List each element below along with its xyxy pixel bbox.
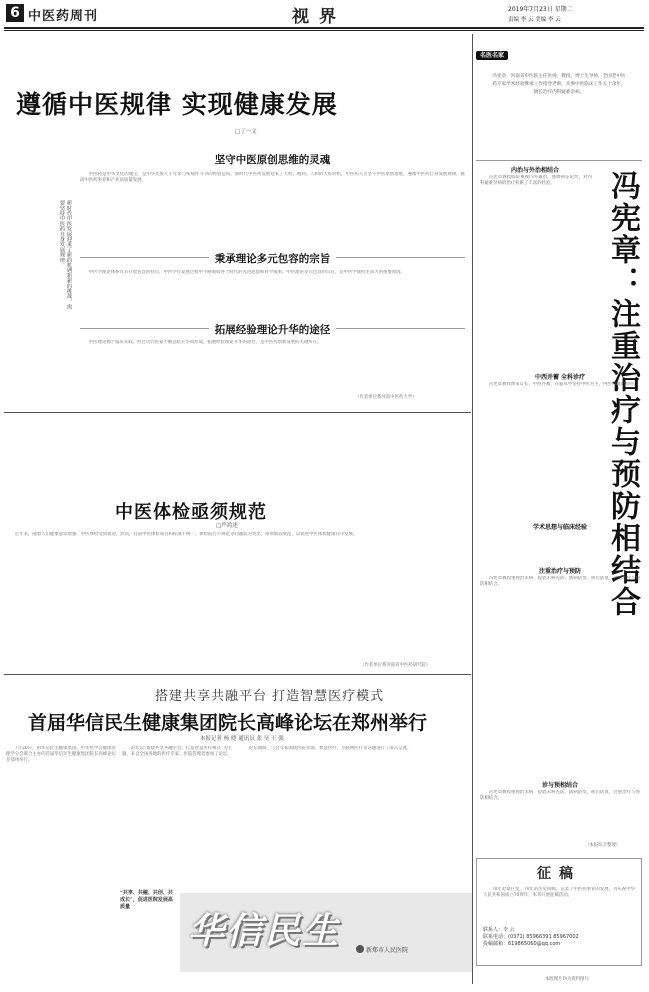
editor-credits: 责编 李 云 美编 李 云: [508, 17, 561, 23]
pull-quote: 新时代中医发展迎来了新的机遇和新的挑战，需要坚持中医药自身发展规律。: [59, 200, 72, 310]
profile-tag: 名医名家: [476, 51, 508, 60]
profile-intro: 冯宪章，河南省中医院主任医师，教授，博士生导师，全国老中医药专家学术经验继承工作指导老师，从事中医临床工作五十余年，擅长治疗内科疑难杂病。: [492, 74, 626, 95]
call-contact: [483, 927, 635, 948]
lead-body-c: 中医理论源于临床实践，经过历代医家不断总结升华而形成。拓展经验理论升华的途径，是中医药创新发展的关键所在。: [88, 340, 322, 345]
profile-body-c: 冯宪章教授重视治未病，提倡未病先防、既病防变、瘥后防复，注重治疗与预防相结合。: [480, 576, 640, 588]
hospital-logo-icon: [356, 945, 364, 953]
profile-sub-2: 中西并蓄 全科诊疗: [534, 374, 586, 381]
column-divider: [472, 34, 473, 984]
lead-article-byline: □丁一文: [235, 129, 257, 135]
banner-slogan: 华信民生: [188, 911, 341, 952]
profile-body-a: 冯宪章教授临证重视内外兼治，强调辨证论治，对内科疑难杂病的治疗积累了丰富的经验。: [480, 175, 592, 187]
section-divider: [4, 412, 471, 413]
profile-box: [476, 42, 642, 157]
profile-headline: 冯宪章：注重治疗与预防相结合: [605, 170, 640, 618]
profile-sub-3: 学术思想与临床经验: [532, 524, 587, 531]
profile-body-b: 冯宪章教授博采众长，中西并蓄，在临床中坚持中医为主、西医为辅的原则。: [488, 382, 639, 387]
profile-source-note: （本报综合整理）: [585, 843, 621, 848]
call-for-submissions: [476, 858, 642, 966]
lead-body-a: 中医药是中华文化的瑰宝，是中华民族几千年来与疾病作斗争的经验总结。新时代中医药发展迎来了天时、地利、人和的大好时机，中医药人应坚守中医原创思维，遵循中医药自身发展规律，推动中医药事业和产业高质量发展。: [80, 172, 465, 184]
ad-byline: 本报记者 杨 晓 通讯员 张 昊 王 强: [200, 736, 284, 742]
second-author-note: （作者单位系河南省中医药研究院）: [360, 663, 431, 668]
second-article-body: 近年来，随着人们健康意识增强，中医体检受到欢迎。然而，目前中医体检项目和标准不统一，体检报告不规范等问题较为突出，亟须加以规范，以促进中医体检健康有序发展。: [14, 532, 358, 537]
section-title: 视界: [292, 7, 346, 27]
ad-subhead: “共享、共融、共创、共成长”，促进医院发展高质量: [120, 890, 173, 910]
second-article-byline: □严鸿述: [216, 523, 238, 529]
lead-author-note: （作者单位系河南中医药大学）: [355, 395, 417, 400]
image-credit-note: 本版图片均为资料图片: [545, 977, 589, 982]
second-article-title: 中医体检亟须规范: [115, 502, 267, 523]
lead-subhead-3: 拓展经验理论升华的途径: [80, 322, 465, 337]
section-divider: [4, 674, 471, 675]
hospital-name: 新郑市人民医院: [366, 947, 409, 954]
header-rule-thin: [4, 30, 644, 31]
profile-sub-1: 内治与外治相结合: [510, 167, 559, 174]
hospital-banner: [180, 893, 472, 972]
page-number: 6: [6, 4, 24, 22]
ad-body-col-1: 7月20日，由华信民生健康集团、中华医学会健康管理学分会联合主办的首届华信民生健康集团院长高峰论坛在郑州举行。: [6, 746, 116, 764]
ad-subtitle: 搭建共享共融平台 打造智慧医疗模式: [155, 689, 385, 704]
lead-subhead-1: 坚守中医原创思维的灵魂: [80, 152, 465, 167]
ad-body-col-2: 论坛以“搭建共享共融平台，打造智慧医疗模式”为主题，来自全国各地的医疗专家、医院管理者参加了论坛。: [122, 746, 232, 758]
ad-body-col-3: 论坛期间，与会专家围绕医院管理、智慧医疗、互联网医疗等话题进行了深入交流。: [248, 746, 412, 751]
contact-phone[interactable]: 联系电话：(0371) 85966391 85967002: [483, 934, 579, 940]
profile-body-d: 冯宪章教授重视治未病，提倡未病先防、既病防变、瘥后防复，注重治疗与预防相结合。: [480, 790, 640, 802]
profile-sub-4: 注重治疗与预防: [538, 568, 581, 575]
contact-person: 联系人：李 云: [483, 927, 515, 933]
ad-title: 首届华信民生健康集团院长高峰论坛在郑州举行: [28, 712, 428, 734]
profile-sub-5: 诊与预相结合: [541, 782, 578, 789]
lead-subhead-2: 秉承理论多元包容的宗旨: [80, 251, 465, 266]
call-title: 征稿: [537, 866, 581, 882]
lead-article-title: 遵循中医规律 实现健康发展: [16, 90, 338, 119]
header-rule: [4, 27, 644, 29]
lead-body-b: 中医学理论体系具有开放包容的特点，中医学在发展过程中不断吸收各个时代的先进思想和科学成果。中医理论多元包容的宗旨，是中医学保持生命力的重要原因。: [88, 270, 405, 275]
call-text: 70年沧桑巨变，70年的历史回顾。记录了中医药事业的发展，为庆祝中华人民共和国成立70周年，本刊开展征稿活动。: [483, 887, 635, 899]
contact-email[interactable]: 投稿邮箱：619865060@qq.com: [483, 941, 561, 947]
paper-name: 中医药周刊: [28, 9, 99, 24]
issue-date: 2019年7月23日 星期二: [508, 6, 573, 13]
profile-divider: [476, 160, 642, 161]
